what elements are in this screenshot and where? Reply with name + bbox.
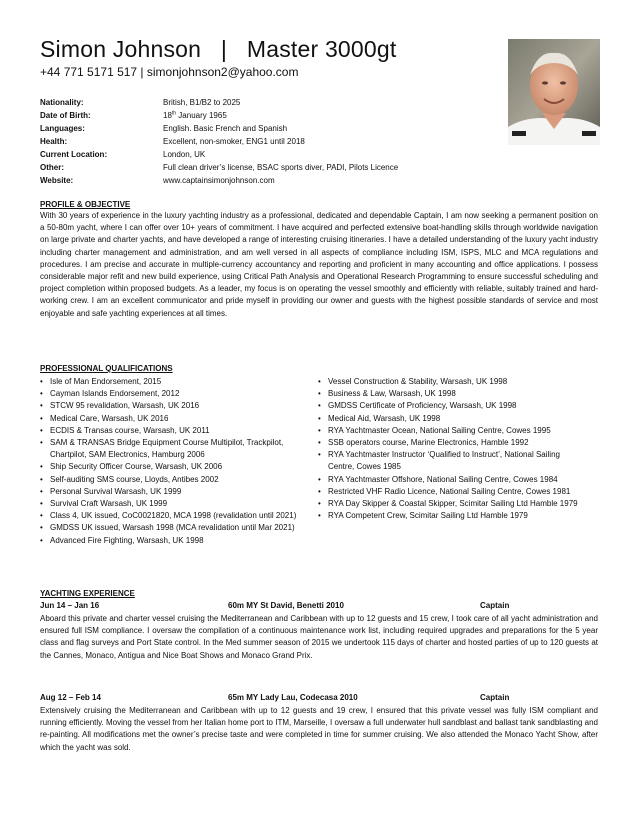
job-vessel: 65m MY Lady Lau, Codecasa 2010 bbox=[228, 693, 358, 702]
candidate-name-title: Simon Johnson | Master 3000gt bbox=[40, 36, 397, 62]
detail-label: Languages: bbox=[40, 124, 85, 133]
detail-row-nationality bbox=[40, 96, 490, 109]
detail-row-languages bbox=[40, 122, 490, 135]
list-item: • Restricted VHF Radio Licence, National Sailing Centre, Cowes 1981 bbox=[318, 486, 580, 498]
list-item: • ECDIS & Transas course, Warsash, UK 2011 bbox=[40, 425, 305, 437]
portrait-image bbox=[508, 39, 600, 145]
job-description: Aboard this private and charter vessel cruising the Mediterranean and Caribbean with up to 12 guests and 15 crew, I took care of all yacht administration and ensured full ISM compliance. I oversaw the compilation of a continuous maintenance work list, including required upgrades and preparations for the 5 year class and flag surveys and Port State control. In the Med summer season of 2015 we undertook 115 days of charter and hosted parties of up to 120 guests at the Cannes, Monaco, Antigua and Nice Boat Shows and Monaco Grand Prix. bbox=[40, 614, 598, 660]
list-item: • Cayman Islands Endorsement, 2012 bbox=[40, 388, 305, 400]
list-item: • Medical Aid, Warsash, UK 1998 bbox=[318, 413, 580, 425]
detail-label: Health: bbox=[40, 137, 68, 146]
detail-row-health bbox=[40, 135, 490, 148]
job-description: Extensively cruising the Mediterranean and Caribbean with up to 12 guests and 19 crew, I ensured that this private vessel was fully ISM compliant and running efficiently. Moving the vessel from her Italian home port to ITM, Marseille, I oversaw a full underwater hull sandblast and ballast tank sandblasting and re-painting. All modifications met the owner’s precise taste and were completed in time for summer cruising. We also attended the Monaco Yacht Show, after which the yacht was sold. bbox=[40, 706, 598, 752]
detail-value: London, UK bbox=[163, 150, 206, 159]
job-dates: Jun 14 – Jan 16 bbox=[40, 601, 100, 610]
website-link[interactable]: www.captainsimonjohnson.com bbox=[163, 176, 275, 185]
list-item: • Ship Security Officer Course, Warsash, UK 2006 bbox=[40, 461, 305, 473]
list-item: • Medical Care, Warsash, UK 2016 bbox=[40, 413, 305, 425]
contact-line: +44 771 5171 517 | simonjohnson2@yahoo.com bbox=[40, 65, 299, 79]
profile-photo bbox=[508, 39, 600, 145]
job-header bbox=[40, 601, 598, 613]
job-role: Captain bbox=[480, 601, 510, 610]
list-item: • STCW 95 revalidation, Warsash, UK 2016 bbox=[40, 400, 305, 412]
list-item: • Vessel Construction & Stability, Warsash, UK 1998 bbox=[318, 376, 580, 388]
list-item: • RYA Yachtmaster Ocean, National Sailing Centre, Cowes 1995 bbox=[318, 425, 580, 437]
dob-day: 18 bbox=[163, 111, 172, 120]
list-item: • Personal Survival Warsash, UK 1999 bbox=[40, 486, 305, 498]
list-item: • GMDSS UK issued, Warsash 1998 (MCA revalidation until Mar 2021) bbox=[40, 522, 305, 534]
personal-details bbox=[40, 96, 490, 187]
dob-suffix: th bbox=[171, 110, 177, 117]
list-item: • RYA Competent Crew, Scimitar Sailing Ltd Hamble 1979 bbox=[318, 510, 580, 522]
qualifications-heading: PROFESSIONAL QUALIFICATIONS bbox=[40, 364, 173, 373]
experience-heading: YACHTING EXPERIENCE bbox=[40, 589, 135, 598]
dob-month-year: January 1965 bbox=[176, 111, 227, 120]
detail-row-date-of-birth bbox=[40, 109, 490, 122]
list-item: • Isle of Man Endorsement, 2015 bbox=[40, 376, 305, 388]
detail-value: English. Basic French and Spanish bbox=[163, 124, 288, 133]
detail-row-website bbox=[40, 174, 490, 187]
detail-label: Current Location: bbox=[40, 150, 108, 159]
detail-row-current-location bbox=[40, 148, 490, 161]
list-item: • Advanced Fire Fighting, Warsash, UK 1998 bbox=[40, 535, 305, 547]
detail-label: Date of Birth: bbox=[40, 111, 91, 120]
list-item: • SSB operators course, Marine Electronics, Hamble 1992 bbox=[318, 437, 580, 449]
job-role: Captain bbox=[480, 693, 510, 702]
list-item: • SAM & TRANSAS Bridge Equipment Course Multipilot, Trackpilot, Chartpilot, SAM Electronics, Hamburg 2006 bbox=[40, 437, 305, 461]
profile-heading: PROFILE & OBJECTIVE bbox=[40, 200, 131, 209]
detail-value: British, B1/B2 to 2025 bbox=[163, 98, 241, 107]
qualifications-list-right bbox=[318, 376, 580, 522]
detail-value: Excellent, non-smoker, ENG1 until 2018 bbox=[163, 137, 305, 146]
profile-text: With 30 years of experience in the luxury yachting industry as a professional, dedicated and dependable Captain, I am now seeking a permanent position on a 50-80m yacht, where I can offer over 10+ years of commitment. I have acquired and perfected extensive boat-handling skills through worldwide navigation on large private and charter yachts, and have developed a range of interesting cruising itineraries. I have a detailed understanding of the luxury yacht industry including charter management and administration, and am well versed in all aspects of compliance including ISM, ISPS, MLC and MCA regulations and procedures. I am precise and accurate in multiple-currency accountancy and reporting and proficient in many accounting and office applications. I possess considerable major refit and new build experience, using Critical Path Analysis and Operational Research Programming to ensure successful scheduling and project completion within proposed budgets. As a leader, my focus is on operating the vessel smoothly and efficiently with reliable, suitably trained and hard-working crew. I am an excellent communicator and pride myself in providing our owner and guests with the highest possible standards of service and most enjoyable and safe yachting experiences at all times. bbox=[40, 211, 598, 318]
list-item: • RYA Yachtmaster Offshore, National Sailing Centre, Cowes 1984 bbox=[318, 474, 580, 486]
detail-value: Full clean driver’s license, BSAC sports diver, PADI, Pilots Licence bbox=[163, 163, 399, 172]
detail-value bbox=[163, 109, 490, 122]
list-item: • Class 4, UK issued, CoC0021820, MCA 1998 (revalidation until 2021) bbox=[40, 510, 305, 522]
job-vessel: 60m MY St David, Benetti 2010 bbox=[228, 601, 344, 610]
job-header bbox=[40, 693, 598, 705]
list-item: • Self-auditing SMS course, Lloyds, Antibes 2002 bbox=[40, 474, 305, 486]
detail-label: Website: bbox=[40, 176, 74, 185]
detail-row-other bbox=[40, 161, 490, 174]
detail-label: Other: bbox=[40, 163, 64, 172]
detail-label: Nationality: bbox=[40, 98, 84, 107]
list-item: • Business & Law, Warsash, UK 1998 bbox=[318, 388, 580, 400]
job-dates: Aug 12 – Feb 14 bbox=[40, 693, 101, 702]
list-item: • RYA Yachtmaster Instructor ‘Qualified to Instruct’, National Sailing Centre, Cowes 1985 bbox=[318, 449, 580, 473]
qualifications-list-left bbox=[40, 376, 305, 547]
list-item: • RYA Day Skipper & Coastal Skipper, Scimitar Sailing Ltd Hamble 1979 bbox=[318, 498, 580, 510]
list-item: • GMDSS Certificate of Proficiency, Warsash, UK 1998 bbox=[318, 400, 580, 412]
list-item: • Survival Craft Warsash, UK 1999 bbox=[40, 498, 305, 510]
